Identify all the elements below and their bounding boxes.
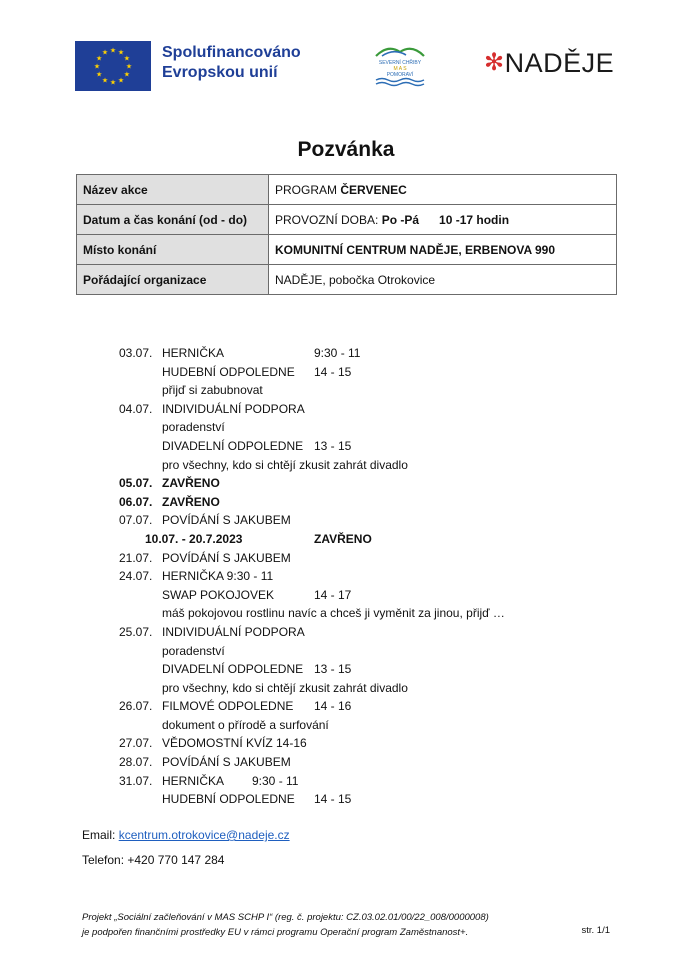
page-number: str. 1/1 (581, 925, 610, 936)
schedule-date: 04.07. (119, 401, 153, 416)
page-title: Pozvánka (297, 138, 395, 161)
schedule-text: ZAVŘENO (162, 494, 220, 509)
schedule-date: 26.07. (119, 699, 153, 714)
email-line (82, 828, 290, 842)
schedule-time: 9:30 - 11 (314, 346, 361, 360)
info-label: Místo konání (77, 235, 269, 265)
info-row (77, 235, 617, 265)
schedule-text: poradenství (162, 420, 225, 435)
info-value-plain: PROVOZNÍ DOBA: (275, 212, 382, 227)
email-link[interactable]: kcentrum.otrokovice@nadeje.cz (118, 828, 290, 842)
eu-line-1: Spolufinancováno (162, 44, 301, 61)
schedule-time: 13 - 15 (314, 662, 352, 677)
info-value-plain: NADĚJE, pobočka Otrokovice (275, 272, 436, 287)
info-row (77, 205, 617, 235)
schedule-text: HUDEBNÍ ODPOLEDNE (162, 792, 295, 807)
schedule-text: POVÍDÁNÍ S JAKUBEM (162, 550, 291, 565)
schedule-time: 14 - 15 (314, 792, 352, 807)
eu-star-icon: ★ (125, 63, 133, 71)
schedule-range: 10.07. - 20.7.2023 (145, 531, 243, 546)
mas-line-3: POMORAVÍ (386, 72, 414, 78)
schedule-text: HERNIČKA (162, 773, 225, 788)
footer-line-1: Projekt „Sociální začleňování v MAS SCHP I“ (reg. č. projektu: CZ.03.02.01/00/22_008/0000008) (82, 912, 489, 923)
schedule-date: 06.07. (119, 494, 153, 509)
schedule-date: 24.07. (119, 569, 153, 584)
nadeje-logo-text: NADĚJE (504, 48, 615, 78)
eu-cofinanced-text (162, 43, 301, 83)
schedule-text: VĚDOMOSTNÍ KVÍZ 14-16 (162, 736, 307, 751)
eu-star-icon: ★ (93, 63, 101, 71)
schedule-text: POVÍDÁNÍ S JAKUBEM (162, 513, 291, 528)
schedule-date: 31.07. (119, 773, 153, 788)
info-row (77, 175, 617, 205)
mas-line-2: M A S (393, 66, 407, 72)
info-row (77, 265, 617, 295)
eu-flag-logo (75, 41, 151, 91)
schedule-text: dokument o přírodě a surfování (162, 717, 329, 732)
eu-star-icon: ★ (117, 77, 125, 85)
eu-star-icon: ★ (109, 47, 117, 55)
info-value-bold: ČERVENEC (340, 182, 407, 197)
schedule-text: FILMOVÉ ODPOLEDNE (162, 699, 294, 714)
schedule-date: 28.07. (119, 755, 153, 770)
schedule-text: SWAP POKOJOVEK (162, 587, 275, 602)
schedule-text: pro všechny, kdo si chtějí zkusit zahrát divadlo (162, 680, 408, 695)
schedule-date: 27.07. (119, 736, 153, 751)
info-label: Datum a čas konání (od - do) (77, 205, 269, 235)
schedule-date: 21.07. (119, 550, 153, 565)
eu-star-icon: ★ (123, 71, 131, 79)
schedule-text: poradenství (162, 643, 225, 658)
schedule-text: HERNIČKA 9:30 - 11 (162, 569, 274, 584)
info-value-bold: Po -Pá 10 -17 hodin (381, 212, 510, 227)
schedule-text: DIVADELNÍ ODPOLEDNE (162, 438, 304, 453)
phone-line: Telefon: +420 770 147 284 (82, 853, 225, 867)
schedule-text: máš pokojovou rostlinu navíc a chceš ji vyměnit za jinou, přijď … (162, 606, 505, 621)
eu-stars-icon (75, 41, 151, 91)
schedule-date: 07.07. (119, 513, 153, 528)
project-footer (82, 910, 489, 940)
schedule-range-text: ZAVŘENO (314, 531, 372, 546)
schedule-date: 25.07. (119, 624, 153, 639)
mas-hills-icon (372, 42, 428, 88)
schedule-text: DIVADELNÍ ODPOLEDNE (162, 662, 304, 677)
schedule-text: HERNIČKA (162, 346, 225, 360)
eu-line-2: Evropskou unií (162, 64, 278, 81)
schedule-text: ZAVŘENO (162, 476, 220, 491)
info-value (269, 235, 617, 265)
eu-star-icon: ★ (117, 49, 125, 57)
info-value (269, 175, 617, 205)
schedule-time: 13 - 15 (314, 438, 352, 453)
info-value-bold: KOMUNITNÍ CENTRUM NADĚJE, ERBENOVA 990 (275, 242, 556, 257)
nadeje-logo (484, 48, 614, 79)
schedule-time: 9:30 - 11 (252, 773, 299, 788)
schedule-time: 14 - 15 (314, 364, 352, 379)
info-value (269, 205, 617, 235)
schedule-date: 05.07. (119, 476, 153, 491)
schedule-time: 14 - 16 (314, 699, 352, 714)
eu-star-icon: ★ (109, 79, 117, 87)
info-label: Pořádající organizace (77, 265, 269, 295)
info-value (269, 265, 617, 295)
eu-star-icon: ★ (123, 55, 131, 63)
schedule-text: INDIVIDUÁLNÍ PODPORA (162, 401, 305, 416)
eu-star-icon: ★ (101, 49, 109, 57)
eu-star-icon: ★ (95, 71, 103, 79)
footer-line-2: je podpořen finančními prostředky EU v rámci programu Operační program Zaměstnanost+. (82, 927, 469, 938)
schedule-date: 03.07. (119, 346, 153, 360)
schedule-text: pro všechny, kdo si chtějí zkusit zahrát divadlo (162, 457, 408, 472)
mas-line-1: SEVERNÍ CHŘIBY (378, 60, 422, 66)
schedule-text: INDIVIDUÁLNÍ PODPORA (162, 624, 305, 639)
asterisk-icon: ✻ (484, 49, 505, 76)
eu-star-icon: ★ (101, 77, 109, 85)
info-label: Název akce (77, 175, 269, 205)
schedule-text: přijď si zabubnovat (162, 383, 263, 398)
event-info-table (76, 174, 617, 295)
schedule-time: 14 - 17 (314, 587, 352, 602)
info-value-plain: PROGRAM (275, 182, 341, 197)
email-label: Email: (82, 828, 119, 842)
mas-logo (372, 42, 428, 88)
eu-star-icon: ★ (95, 55, 103, 63)
schedule-text: POVÍDÁNÍ S JAKUBEM (162, 755, 291, 770)
schedule-text: HUDEBNÍ ODPOLEDNE (162, 364, 295, 379)
